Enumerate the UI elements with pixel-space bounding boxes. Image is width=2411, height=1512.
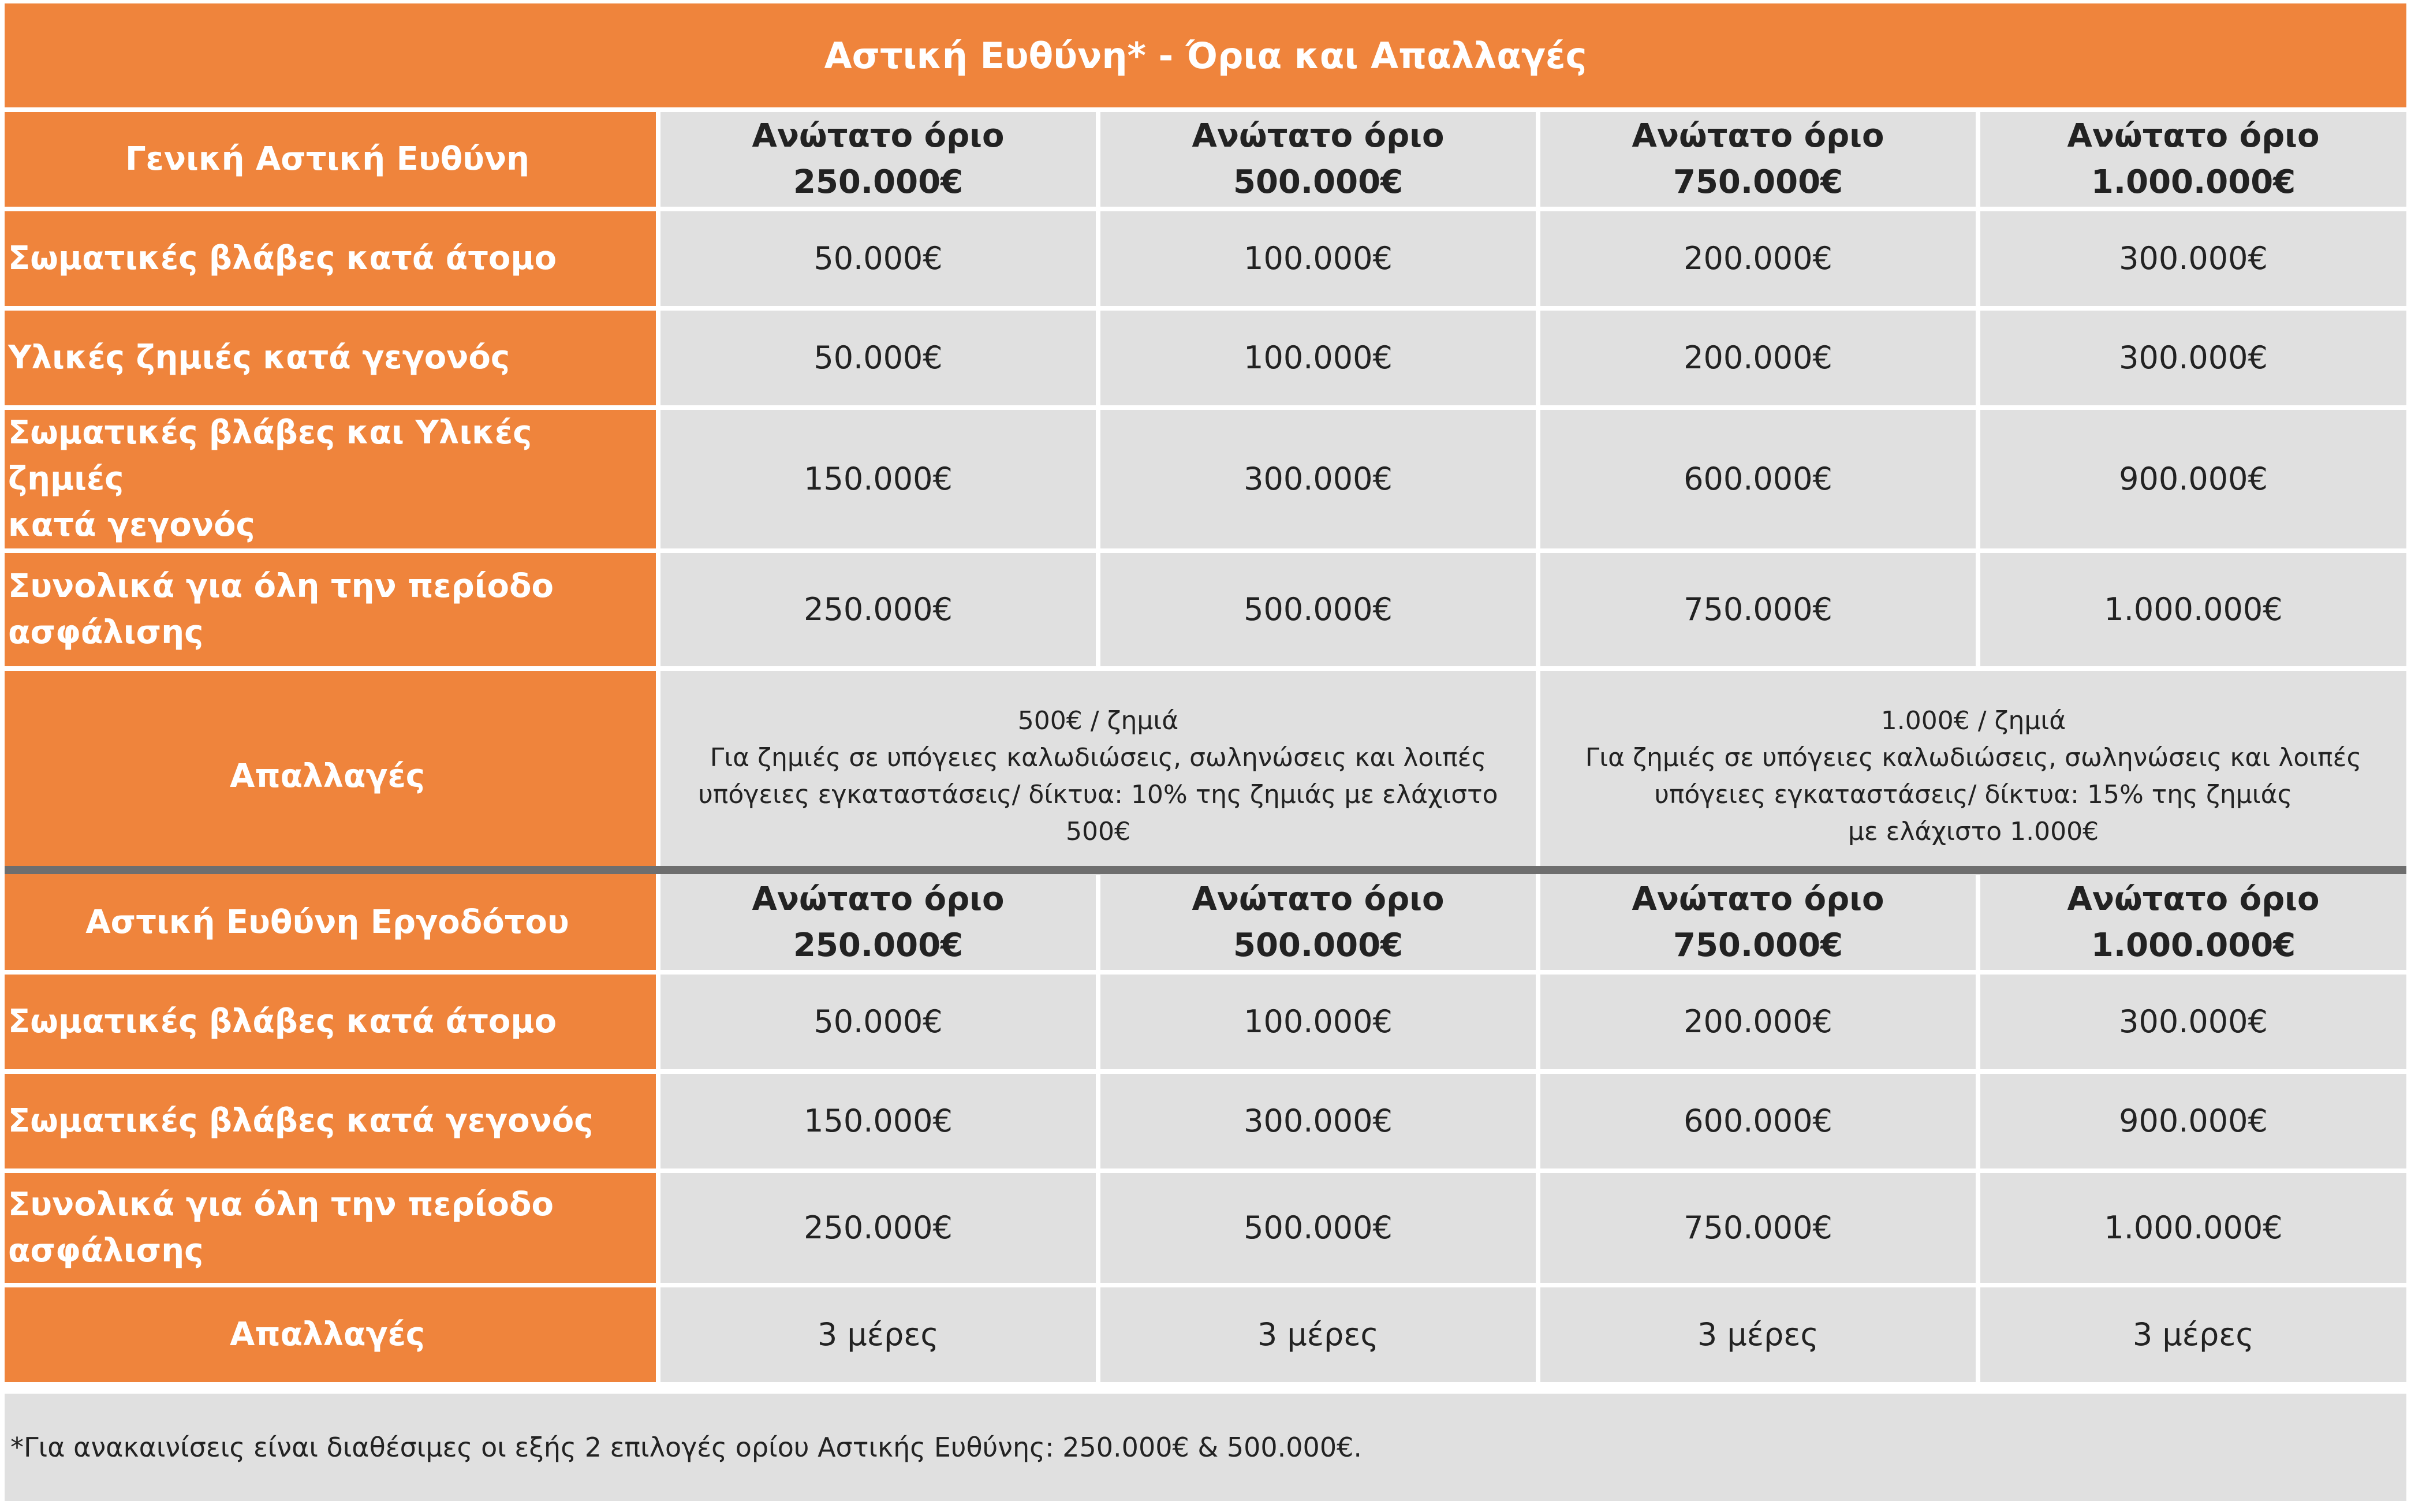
table-cell: 900.000€ bbox=[1980, 1074, 2406, 1173]
table-cell: 900.000€ bbox=[1980, 410, 2406, 553]
general-limit-header bbox=[1980, 112, 2406, 211]
header-amount: 500.000€ bbox=[1233, 163, 1404, 201]
table-cell: 300.000€ bbox=[1100, 410, 1540, 553]
employer-limit-header bbox=[1540, 875, 1980, 975]
table-cell: 200.000€ bbox=[1540, 311, 1980, 410]
table-cell: 600.000€ bbox=[1540, 410, 1980, 553]
table-cell: 300.000€ bbox=[1980, 311, 2406, 410]
row-label bbox=[5, 410, 660, 553]
table-row bbox=[5, 1173, 2406, 1287]
table-cell: 1.000.000€ bbox=[1980, 553, 2406, 671]
header-amount: 500.000€ bbox=[1233, 927, 1404, 964]
header-line: Ανώτατο όριο bbox=[752, 880, 1005, 918]
employer-liability-table bbox=[5, 875, 2406, 1387]
header-amount: 1.000.000€ bbox=[2091, 163, 2296, 201]
table-cell: 1.000.000€ bbox=[1980, 1173, 2406, 1287]
table-cell: 3 μέρες bbox=[660, 1287, 1100, 1387]
deductible-line: 1.000€ / ζημιά bbox=[1880, 706, 2066, 736]
deductible-line: Για ζημιές σε υπόγειες καλωδιώσεις, σωληνώσεις και λοιπές bbox=[710, 743, 1487, 772]
general-limit-header bbox=[660, 112, 1100, 211]
row-label-line: Συνολικά για όλη την περίοδο bbox=[8, 568, 554, 605]
table-cell: 300.000€ bbox=[1100, 1074, 1540, 1173]
table-cell: 100.000€ bbox=[1100, 311, 1540, 410]
employer-limit-header bbox=[660, 875, 1100, 975]
table-row bbox=[5, 553, 2406, 671]
table-cell: 500.000€ bbox=[1100, 1173, 1540, 1287]
table-cell: 100.000€ bbox=[1100, 211, 1540, 311]
header-amount: 750.000€ bbox=[1673, 927, 1843, 964]
employer-limit-header bbox=[1100, 875, 1540, 975]
row-label: Υλικές ζημιές κατά γεγονός bbox=[5, 311, 660, 410]
table-cell: 3 μέρες bbox=[1540, 1287, 1980, 1387]
deductible-line: υπόγειες εγκαταστάσεις/ δίκτυα: 15% της ζημιάς bbox=[1654, 780, 2293, 809]
deductible-line: υπόγειες εγκαταστάσεις/ δίκτυα: 10% της ζημιάς με ελάχιστο bbox=[698, 780, 1498, 809]
table-row bbox=[5, 211, 2406, 311]
employer-header-row bbox=[5, 875, 2406, 975]
deductible-cell bbox=[1540, 671, 2406, 887]
header-line: Ανώτατο όριο bbox=[1632, 880, 1884, 918]
deductibles-row bbox=[5, 1287, 2406, 1387]
table-row bbox=[5, 975, 2406, 1074]
table-cell: 300.000€ bbox=[1980, 211, 2406, 311]
row-label: Σωματικές βλάβες κατά άτομο bbox=[5, 211, 660, 311]
table-row bbox=[5, 410, 2406, 553]
header-line: Ανώτατο όριο bbox=[1192, 880, 1445, 918]
deductible-cell bbox=[660, 671, 1540, 887]
table-cell: 150.000€ bbox=[660, 1074, 1100, 1173]
table-cell: 150.000€ bbox=[660, 410, 1100, 553]
row-label: Σωματικές βλάβες κατά άτομο bbox=[5, 975, 660, 1074]
header-amount: 750.000€ bbox=[1673, 163, 1843, 201]
general-liability-table bbox=[5, 112, 2406, 887]
table-cell: 3 μέρες bbox=[1980, 1287, 2406, 1387]
table-row bbox=[5, 1074, 2406, 1173]
employer-liability-label: Αστική Ευθύνη Εργοδότου bbox=[5, 875, 660, 975]
row-label-line: Σωματικές βλάβες και Υλικές ζημιές bbox=[8, 414, 532, 498]
general-liability-label: Γενική Αστική Ευθύνη bbox=[5, 112, 660, 211]
row-label bbox=[5, 1173, 660, 1287]
table-cell: 250.000€ bbox=[660, 553, 1100, 671]
row-label: Σωματικές βλάβες κατά γεγονός bbox=[5, 1074, 660, 1173]
table-cell: 50.000€ bbox=[660, 975, 1100, 1074]
footnote: *Για ανακαινίσεις είναι διαθέσιμες οι εξής 2 επιλογές ορίου Αστικής Ευθύνης: 250.000€ & 500.000€. bbox=[5, 1394, 2406, 1501]
row-label bbox=[5, 553, 660, 671]
table-cell: 3 μέρες bbox=[1100, 1287, 1540, 1387]
table-cell: 300.000€ bbox=[1980, 975, 2406, 1074]
deductible-line: 500€ / ζημιά bbox=[1017, 706, 1179, 736]
table-cell: 200.000€ bbox=[1540, 975, 1980, 1074]
deductibles-label: Απαλλαγές bbox=[5, 1287, 660, 1387]
table-cell: 50.000€ bbox=[660, 211, 1100, 311]
table-row bbox=[5, 311, 2406, 410]
row-label-line: ασφάλισης bbox=[8, 614, 204, 651]
table-cell: 200.000€ bbox=[1540, 211, 1980, 311]
header-amount: 250.000€ bbox=[793, 927, 964, 964]
general-limit-header bbox=[1100, 112, 1540, 211]
row-label-line: Συνολικά για όλη την περίοδο bbox=[8, 1186, 554, 1223]
header-line: Ανώτατο όριο bbox=[2067, 117, 2320, 155]
section-divider bbox=[5, 866, 2406, 874]
deductible-line: με ελάχιστο 1.000€ bbox=[1848, 817, 2099, 846]
header-line: Ανώτατο όριο bbox=[752, 117, 1005, 155]
table-cell: 100.000€ bbox=[1100, 975, 1540, 1074]
general-limit-header bbox=[1540, 112, 1980, 211]
row-label-line: ασφάλισης bbox=[8, 1232, 204, 1270]
deductibles-row bbox=[5, 671, 2406, 887]
general-header-row bbox=[5, 112, 2406, 211]
deductible-line: 500€ bbox=[1066, 817, 1130, 846]
header-line: Ανώτατο όριο bbox=[1192, 117, 1445, 155]
table-cell: 50.000€ bbox=[660, 311, 1100, 410]
header-line: Ανώτατο όριο bbox=[1632, 117, 1884, 155]
deductibles-label: Απαλλαγές bbox=[5, 671, 660, 887]
deductible-line: Για ζημιές σε υπόγειες καλωδιώσεις, σωληνώσεις και λοιπές bbox=[1585, 743, 2362, 772]
row-label-line: κατά γεγονός bbox=[8, 506, 255, 544]
header-line: Ανώτατο όριο 1.000.000€ bbox=[2067, 880, 2320, 964]
table-cell: 250.000€ bbox=[660, 1173, 1100, 1287]
header-amount: 250.000€ bbox=[793, 163, 964, 201]
page-title: Αστική Ευθύνη* - Όρια και Απαλλαγές bbox=[5, 3, 2406, 107]
table-cell: 600.000€ bbox=[1540, 1074, 1980, 1173]
table-cell: 750.000€ bbox=[1540, 1173, 1980, 1287]
table-cell: 500.000€ bbox=[1100, 553, 1540, 671]
employer-limit-header bbox=[1980, 875, 2406, 975]
table-cell: 750.000€ bbox=[1540, 553, 1980, 671]
